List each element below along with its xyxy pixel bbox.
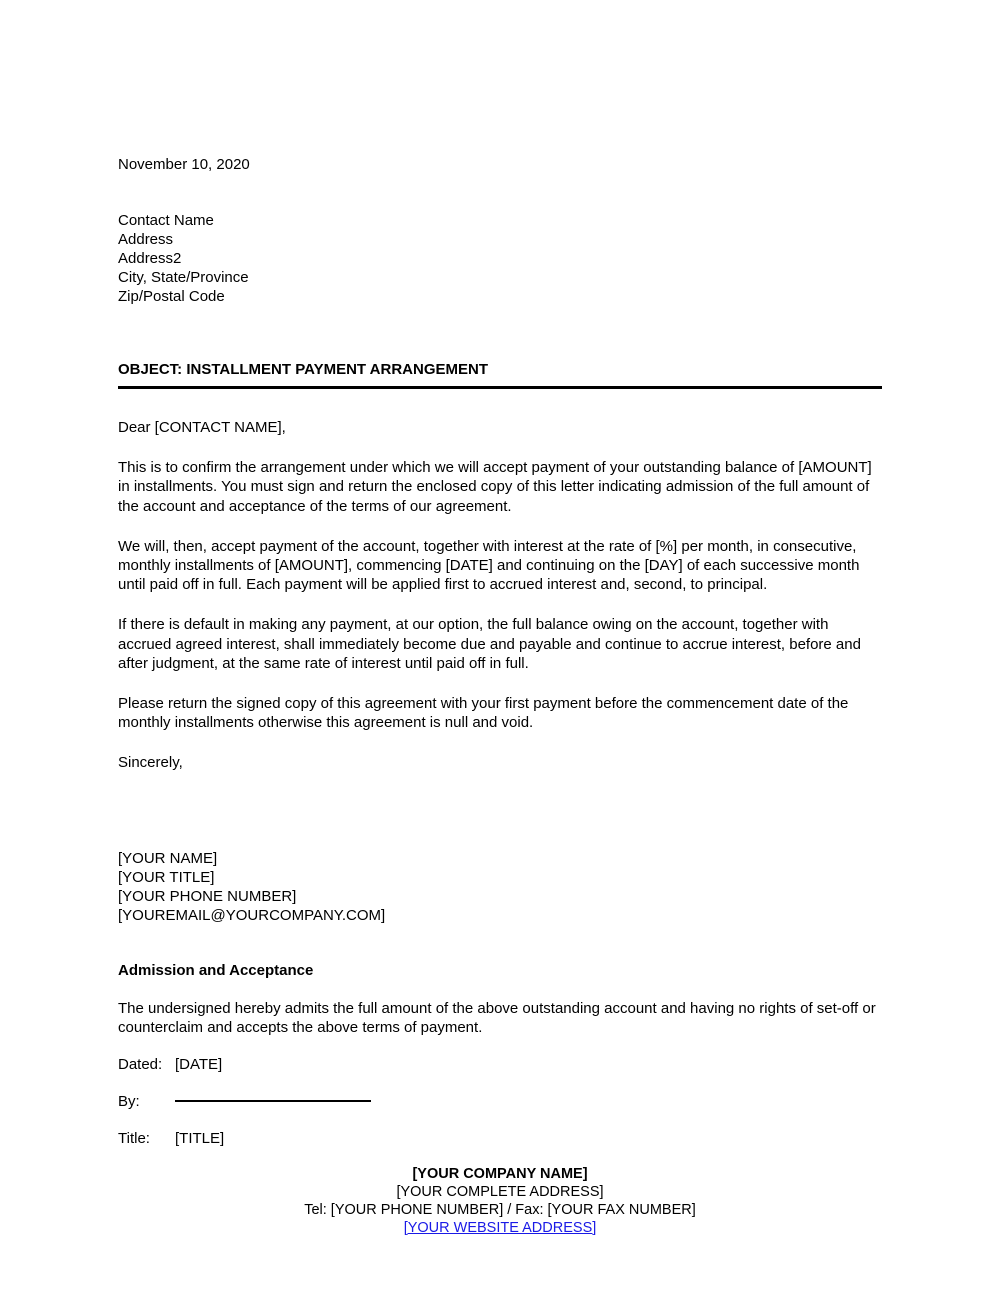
sender-email: [YOUREMAIL@YOURCOMPANY.COM] (118, 907, 386, 924)
recipient-address-block (118, 211, 249, 306)
field-row-dated (118, 1055, 371, 1092)
body-paragraph-2: We will, then, accept payment of the account, together with interest at the rate of [%] per month, in consecutive, monthly installments of [AMOUNT], commencing [DATE] and continuing on the [DAY] of each successive month until paid off in full. Each payment will be applied first to accrued interest and, second, to principal. (118, 537, 860, 594)
recipient-line-address2: Address2 (118, 250, 182, 267)
letter-date: November 10, 2020 (118, 156, 250, 173)
recipient-line-city-state: City, State/Province (118, 269, 249, 286)
footer-contact: Tel: [YOUR PHONE NUMBER] / Fax: [YOUR FAX NUMBER] (304, 1202, 696, 1218)
letter-body (118, 418, 882, 773)
recipient-line-address: Address (118, 231, 174, 248)
recipient-line-contact-name: Contact Name (118, 212, 214, 229)
sender-title: [YOUR TITLE] (118, 869, 215, 886)
title-label: Title: (118, 1130, 150, 1147)
signature-line[interactable] (175, 1100, 371, 1102)
footer-website-link[interactable] (0, 1219, 1000, 1237)
footer-website-label[interactable]: [YOUR WEBSITE ADDRESS] (403, 1220, 597, 1236)
field-row-title (118, 1129, 371, 1166)
sender-signature-block (118, 849, 385, 925)
body-paragraph-1: This is to confirm the arrangement under which we will accept payment of your outstanding balance of [AMOUNT] in installments. You must sign and return the enclosed copy of this letter indicating admission of the full amount of the account and acceptance of the terms of our agreement. (118, 459, 872, 515)
body-paragraph-4: Please return the signed copy of this agreement with your first payment before the commencement date of the monthly installments otherwise this agreement is null and void. (118, 695, 849, 732)
admission-fields (118, 1055, 371, 1166)
footer-address: [YOUR COMPLETE ADDRESS] (396, 1184, 604, 1200)
object-line: OBJECT: INSTALLMENT PAYMENT ARRANGEMENT (118, 361, 489, 378)
closing-salutation: Sincerely, (118, 754, 183, 772)
dated-label: Dated: (118, 1056, 163, 1073)
admission-heading: Admission and Acceptance (118, 962, 314, 979)
admission-paragraph: The undersigned hereby admits the full amount of the above outstanding account and having no rights of set-off or counterclaim and accepts the above terms of payment. (118, 1000, 876, 1037)
body-paragraph-3: If there is default in making any payment, at our option, the full balance owing on the account, together with accrued agreed interest, shall immediately become due and payable and continue to accrue interest, before and after judgment, at the same rate of interest until paid off in full. (118, 616, 861, 672)
by-label: By: (118, 1093, 140, 1110)
field-row-by (118, 1092, 371, 1129)
object-divider-rule (118, 386, 882, 389)
salutation: Dear [CONTACT NAME], (118, 419, 286, 436)
title-value[interactable]: [TITLE] (175, 1130, 225, 1147)
page-footer (0, 1165, 1000, 1237)
sender-phone: [YOUR PHONE NUMBER] (118, 888, 297, 905)
object-section (118, 360, 882, 389)
footer-company-name: [YOUR COMPANY NAME] (412, 1166, 588, 1182)
sender-name: [YOUR NAME] (118, 850, 218, 867)
dated-value[interactable]: [DATE] (175, 1056, 223, 1073)
recipient-line-zip: Zip/Postal Code (118, 288, 225, 305)
